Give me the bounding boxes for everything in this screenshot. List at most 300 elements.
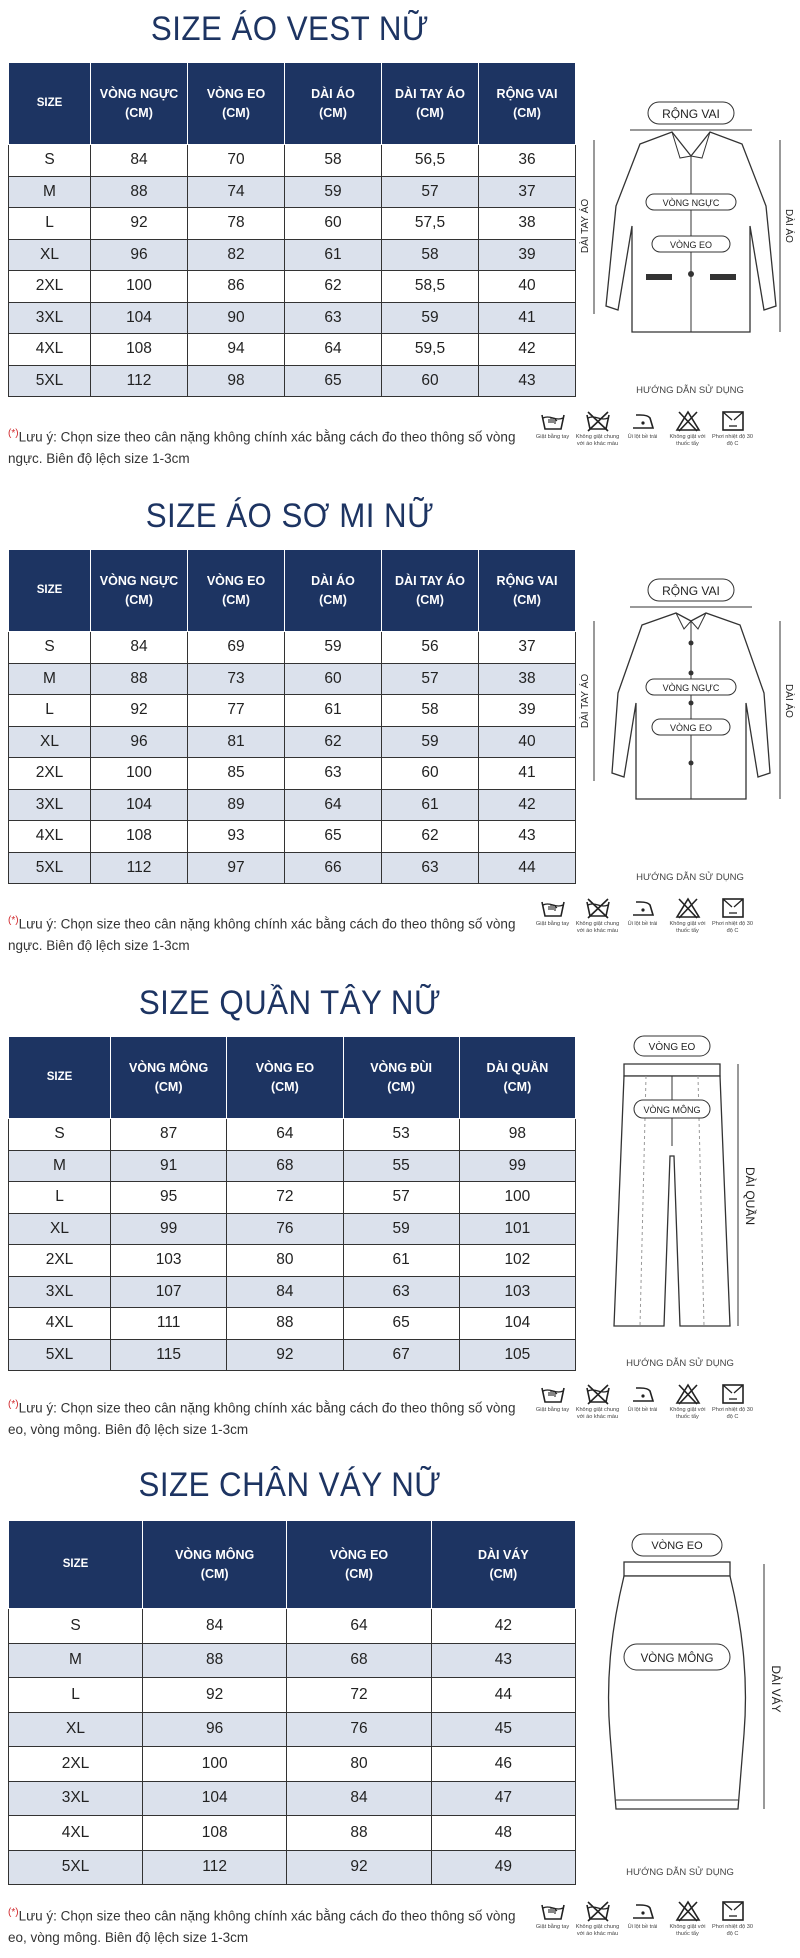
size-note	[8, 1394, 528, 1440]
table-row	[9, 1119, 576, 1151]
size-note	[8, 1902, 528, 1948]
value-cell: 63	[343, 1276, 459, 1308]
value-cell: 100	[143, 1747, 287, 1782]
value-cell: 98	[459, 1119, 575, 1151]
value-cell: 99	[111, 1213, 227, 1245]
col-header: SIZE	[9, 1037, 111, 1119]
value-cell: 77	[188, 695, 285, 727]
value-cell: 88	[287, 1816, 431, 1851]
value-cell: 103	[459, 1276, 575, 1308]
no-mixed-wash-icon	[575, 410, 620, 432]
value-cell: 60	[382, 758, 479, 790]
value-cell: 58	[285, 145, 382, 177]
value-cell: 94	[188, 334, 285, 366]
value-cell: 86	[188, 271, 285, 303]
table-row	[9, 1747, 576, 1782]
size-cell: 2XL	[9, 271, 91, 303]
value-cell: 67	[343, 1339, 459, 1371]
value-cell: 88	[91, 663, 188, 695]
size-table-trousers	[8, 1036, 576, 1371]
iron-icon	[620, 897, 665, 919]
section-title: SIZE ÁO VEST NỮ	[150, 10, 430, 48]
care-item	[620, 410, 665, 448]
no-bleach-icon	[665, 1383, 710, 1405]
care-label: Giặt bằng tay	[535, 1924, 570, 1930]
value-cell: 68	[227, 1150, 343, 1182]
value-cell: 88	[227, 1308, 343, 1340]
size-table-skirt	[8, 1520, 576, 1885]
value-cell: 108	[143, 1816, 287, 1851]
value-cell: 101	[459, 1213, 575, 1245]
value-cell: 90	[188, 302, 285, 334]
label-shoulder: RỘNG VAI	[662, 107, 720, 121]
value-cell: 42	[479, 334, 576, 366]
value-cell: 84	[143, 1609, 287, 1644]
care-item	[710, 897, 755, 935]
size-cell: 3XL	[9, 1276, 111, 1308]
value-cell: 42	[479, 789, 576, 821]
note-mark: (*)	[8, 915, 19, 926]
value-cell: 96	[91, 239, 188, 271]
value-cell: 53	[343, 1119, 459, 1151]
value-cell: 61	[382, 789, 479, 821]
value-cell: 57	[343, 1182, 459, 1214]
col-header: VÒNG NGỰC (CM)	[91, 63, 188, 145]
guide-label: HƯỚNG DẪN SỬ DỤNG	[636, 872, 744, 883]
value-cell: 62	[285, 271, 382, 303]
value-cell: 99	[459, 1150, 575, 1182]
value-cell: 84	[287, 1781, 431, 1816]
value-cell: 88	[91, 176, 188, 208]
value-cell: 63	[382, 852, 479, 884]
care-item	[620, 1383, 665, 1421]
guide-label: HƯỚNG DẪN SỬ DỤNG	[626, 1867, 734, 1878]
size-cell: 5XL	[9, 365, 91, 397]
table-row	[9, 145, 576, 177]
value-cell: 36	[479, 145, 576, 177]
col-header: DÀI TAY ÁO (CM)	[382, 63, 479, 145]
hand-wash-icon	[530, 1900, 575, 1922]
size-cell: S	[9, 1609, 143, 1644]
table-row	[9, 852, 576, 884]
value-cell: 45	[431, 1712, 575, 1747]
value-cell: 70	[188, 145, 285, 177]
table-row	[9, 695, 576, 727]
value-cell: 59	[285, 176, 382, 208]
value-cell: 96	[143, 1712, 287, 1747]
value-cell: 100	[91, 271, 188, 303]
care-item	[665, 410, 710, 448]
value-cell: 40	[479, 726, 576, 758]
table-row	[9, 663, 576, 695]
table-row	[9, 365, 576, 397]
value-cell: 65	[285, 821, 382, 853]
care-item	[575, 1383, 620, 1421]
value-cell: 57	[382, 176, 479, 208]
label-hip: VÒNG MÔNG	[640, 1653, 714, 1665]
table-row	[9, 1609, 576, 1644]
note-mark: (*)	[8, 428, 19, 439]
care-icons	[530, 1383, 800, 1421]
label-chest: VÒNG NGỰC	[662, 683, 720, 693]
size-cell: 2XL	[9, 1245, 111, 1277]
size-table-shirt	[8, 549, 576, 884]
col-header: DÀI VÁY (CM)	[431, 1521, 575, 1609]
size-cell: L	[9, 1678, 143, 1713]
value-cell: 108	[91, 821, 188, 853]
table-row	[9, 239, 576, 271]
guide-label: HƯỚNG DẪN SỬ DỤNG	[636, 385, 744, 396]
value-cell: 66	[285, 852, 382, 884]
value-cell: 111	[111, 1308, 227, 1340]
guide-label: HƯỚNG DẪN SỬ DỤNG	[626, 1358, 734, 1369]
size-cell: 3XL	[9, 1781, 143, 1816]
value-cell: 68	[287, 1643, 431, 1678]
size-cell: 4XL	[9, 334, 91, 366]
value-cell: 55	[343, 1150, 459, 1182]
hand-wash-icon	[530, 1383, 575, 1405]
value-cell: 98	[188, 365, 285, 397]
col-header: DÀI QUẦN (CM)	[459, 1037, 575, 1119]
value-cell: 103	[111, 1245, 227, 1277]
value-cell: 43	[479, 821, 576, 853]
size-cell: M	[9, 1643, 143, 1678]
value-cell: 97	[188, 852, 285, 884]
table-row	[9, 302, 576, 334]
size-cell: 3XL	[9, 302, 91, 334]
value-cell: 41	[479, 302, 576, 334]
value-cell: 43	[479, 365, 576, 397]
value-cell: 62	[382, 821, 479, 853]
care-label: Không giặt với thuốc tẩy	[669, 921, 706, 934]
section-title: SIZE QUẦN TÂY NỮ	[138, 984, 442, 1022]
value-cell: 92	[91, 208, 188, 240]
value-cell: 108	[91, 334, 188, 366]
value-cell: 47	[431, 1781, 575, 1816]
value-cell: 92	[91, 695, 188, 727]
note-text: Lưu ý: Chọn size theo cân nặng không chính xác bằng cách đo theo thông số vòng ngực. Biên độ lệch size 1-3cm	[8, 429, 516, 466]
table-row	[9, 208, 576, 240]
value-cell: 58	[382, 239, 479, 271]
col-header: VÒNG ĐÙI (CM)	[343, 1037, 459, 1119]
care-label: Phơi nhiệt độ 30 độ C	[712, 434, 753, 447]
size-cell: 5XL	[9, 1850, 143, 1885]
value-cell: 82	[188, 239, 285, 271]
size-note	[8, 910, 528, 956]
size-cell: M	[9, 663, 91, 695]
col-header: VÒNG EO (CM)	[188, 550, 285, 632]
shade-dry-icon	[710, 410, 755, 432]
value-cell: 96	[91, 726, 188, 758]
no-mixed-wash-icon	[575, 1900, 620, 1922]
shade-dry-icon	[710, 1900, 755, 1922]
table-row	[9, 1643, 576, 1678]
hand-wash-icon	[530, 897, 575, 919]
care-label: Ủi lột bề trái	[627, 434, 658, 440]
value-cell: 61	[343, 1245, 459, 1277]
col-header: RỘNG VAI (CM)	[479, 63, 576, 145]
trousers-illustration	[580, 1036, 790, 1346]
value-cell: 64	[285, 789, 382, 821]
table-row	[9, 334, 576, 366]
care-label: Không giặt với thuốc tẩy	[669, 434, 706, 447]
care-item	[530, 1900, 575, 1938]
value-cell: 92	[287, 1850, 431, 1885]
size-cell: S	[9, 1119, 111, 1151]
table-row	[9, 1150, 576, 1182]
value-cell: 84	[91, 145, 188, 177]
value-cell: 65	[285, 365, 382, 397]
table-row	[9, 1182, 576, 1214]
value-cell: 91	[111, 1150, 227, 1182]
no-bleach-icon	[665, 410, 710, 432]
label-chest: VÒNG NGỰC	[662, 198, 720, 208]
value-cell: 88	[143, 1643, 287, 1678]
value-cell: 72	[227, 1182, 343, 1214]
size-cell: 3XL	[9, 789, 91, 821]
size-cell: XL	[9, 239, 91, 271]
table-row	[9, 726, 576, 758]
care-item	[530, 897, 575, 935]
no-bleach-icon	[665, 1900, 710, 1922]
col-header: VÒNG NGỰC (CM)	[91, 550, 188, 632]
size-cell: XL	[9, 1213, 111, 1245]
value-cell: 38	[479, 663, 576, 695]
size-cell: S	[9, 145, 91, 177]
label-length: DÀI VÁY	[769, 1665, 783, 1713]
col-header: SIZE	[9, 550, 91, 632]
table-row	[9, 632, 576, 664]
care-item	[620, 1900, 665, 1938]
table-row	[9, 1245, 576, 1277]
care-item	[575, 1900, 620, 1938]
label-waist: VÒNG EO	[648, 1042, 696, 1053]
care-item	[665, 1900, 710, 1938]
no-mixed-wash-icon	[575, 897, 620, 919]
value-cell: 76	[227, 1213, 343, 1245]
care-item	[665, 1383, 710, 1421]
value-cell: 56,5	[382, 145, 479, 177]
label-sleeve-length: DÀI TAY ÁO	[580, 673, 591, 729]
care-label: Ủi lột bề trái	[627, 1407, 658, 1413]
value-cell: 37	[479, 176, 576, 208]
value-cell: 78	[188, 208, 285, 240]
iron-icon	[620, 1900, 665, 1922]
note-text: Lưu ý: Chọn size theo cân nặng không chính xác bằng cách đo theo thông số vòng ngực. Biên độ lệch size 1-3cm	[8, 916, 516, 953]
value-cell: 84	[227, 1276, 343, 1308]
size-cell: 2XL	[9, 1747, 143, 1782]
no-mixed-wash-icon	[575, 1383, 620, 1405]
care-label: Giặt bằng tay	[535, 1407, 570, 1413]
value-cell: 104	[91, 302, 188, 334]
value-cell: 95	[111, 1182, 227, 1214]
value-cell: 92	[143, 1678, 287, 1713]
value-cell: 104	[459, 1308, 575, 1340]
care-label: Giặt bằng tay	[535, 921, 570, 927]
care-label: Không giặt chung với áo khác màu	[575, 434, 620, 447]
size-cell: 4XL	[9, 821, 91, 853]
skirt-illustration	[580, 1534, 790, 1834]
value-cell: 59	[382, 726, 479, 758]
value-cell: 44	[431, 1678, 575, 1713]
value-cell: 81	[188, 726, 285, 758]
care-item	[530, 410, 575, 448]
value-cell: 85	[188, 758, 285, 790]
care-icons	[530, 897, 800, 935]
size-cell: S	[9, 632, 91, 664]
table-row	[9, 1712, 576, 1747]
size-cell: L	[9, 208, 91, 240]
shirt-illustration	[580, 573, 794, 843]
value-cell: 104	[143, 1781, 287, 1816]
care-label: Giặt bằng tay	[535, 434, 570, 440]
value-cell: 39	[479, 695, 576, 727]
shade-dry-icon	[710, 897, 755, 919]
col-header: VÒNG EO (CM)	[188, 63, 285, 145]
iron-icon	[620, 410, 665, 432]
care-label: Ủi lột bề trái	[627, 921, 658, 927]
value-cell: 93	[188, 821, 285, 853]
size-cell: M	[9, 176, 91, 208]
value-cell: 63	[285, 302, 382, 334]
value-cell: 40	[479, 271, 576, 303]
table-row	[9, 758, 576, 790]
iron-icon	[620, 1383, 665, 1405]
note-mark: (*)	[8, 1399, 19, 1410]
label-length: DÀI ÁO	[783, 209, 794, 243]
value-cell: 44	[479, 852, 576, 884]
section-title: SIZE CHÂN VÁY NỮ	[138, 1466, 442, 1504]
table-row	[9, 1816, 576, 1851]
value-cell: 42	[431, 1609, 575, 1644]
label-waist: VÒNG EO	[669, 723, 713, 733]
value-cell: 61	[285, 695, 382, 727]
value-cell: 60	[285, 663, 382, 695]
note-text: Lưu ý: Chọn size theo cân nặng không chính xác bằng cách đo theo thông số vòng eo, vòng mông. Biên độ lệch size 1-3cm	[8, 1400, 516, 1437]
care-label: Ủi lột bề trái	[627, 1924, 658, 1930]
value-cell: 69	[188, 632, 285, 664]
value-cell: 62	[285, 726, 382, 758]
size-cell: XL	[9, 1712, 143, 1747]
col-header: SIZE	[9, 1521, 143, 1609]
value-cell: 112	[143, 1850, 287, 1885]
col-header: VÒNG MÔNG (CM)	[111, 1037, 227, 1119]
care-label: Không giặt với thuốc tẩy	[669, 1924, 706, 1937]
value-cell: 115	[111, 1339, 227, 1371]
value-cell: 64	[285, 334, 382, 366]
value-cell: 43	[431, 1643, 575, 1678]
size-note	[8, 423, 528, 469]
value-cell: 87	[111, 1119, 227, 1151]
size-cell: XL	[9, 726, 91, 758]
shade-dry-icon	[710, 1383, 755, 1405]
value-cell: 80	[287, 1747, 431, 1782]
value-cell: 57,5	[382, 208, 479, 240]
table-row	[9, 1781, 576, 1816]
table-row	[9, 1678, 576, 1713]
care-item	[710, 1900, 755, 1938]
care-label: Không giặt với thuốc tẩy	[669, 1407, 706, 1420]
vest-illustration	[580, 96, 794, 366]
value-cell: 64	[287, 1609, 431, 1644]
value-cell: 105	[459, 1339, 575, 1371]
value-cell: 61	[285, 239, 382, 271]
care-label: Phơi nhiệt độ 30 độ C	[712, 1407, 753, 1420]
size-cell: L	[9, 1182, 111, 1214]
value-cell: 104	[91, 789, 188, 821]
value-cell: 60	[285, 208, 382, 240]
value-cell: 76	[287, 1712, 431, 1747]
value-cell: 37	[479, 632, 576, 664]
value-cell: 59	[285, 632, 382, 664]
label-length: DÀI QUẦN	[743, 1166, 757, 1226]
care-item	[710, 1383, 755, 1421]
care-label: Không giặt chung với áo khác màu	[575, 921, 620, 934]
label-hip: VÒNG MÔNG	[643, 1105, 701, 1115]
table-row	[9, 1339, 576, 1371]
care-icons	[530, 410, 800, 448]
value-cell: 59	[343, 1213, 459, 1245]
value-cell: 102	[459, 1245, 575, 1277]
value-cell: 112	[91, 852, 188, 884]
value-cell: 74	[188, 176, 285, 208]
col-header: VÒNG MÔNG (CM)	[143, 1521, 287, 1609]
value-cell: 59	[382, 302, 479, 334]
no-bleach-icon	[665, 897, 710, 919]
size-cell: 5XL	[9, 852, 91, 884]
value-cell: 80	[227, 1245, 343, 1277]
value-cell: 107	[111, 1276, 227, 1308]
care-item	[710, 410, 755, 448]
col-header: DÀI ÁO (CM)	[285, 550, 382, 632]
note-text: Lưu ý: Chọn size theo cân nặng không chính xác bằng cách đo theo thông số vòng eo, vòng mông. Biên độ lệch size 1-3cm	[8, 1908, 516, 1945]
hand-wash-icon	[530, 410, 575, 432]
table-row	[9, 176, 576, 208]
label-waist: VÒNG EO	[651, 1540, 703, 1552]
table-row	[9, 789, 576, 821]
care-item	[530, 1383, 575, 1421]
section-title: SIZE ÁO SƠ MI NỮ	[145, 497, 435, 535]
value-cell: 58,5	[382, 271, 479, 303]
col-header: DÀI ÁO (CM)	[285, 63, 382, 145]
size-table-vest	[8, 62, 576, 397]
col-header: DÀI TAY ÁO (CM)	[382, 550, 479, 632]
care-label: Phơi nhiệt độ 30 độ C	[712, 921, 753, 934]
value-cell: 89	[188, 789, 285, 821]
size-cell: 2XL	[9, 758, 91, 790]
col-header: VÒNG EO (CM)	[287, 1521, 431, 1609]
value-cell: 49	[431, 1850, 575, 1885]
value-cell: 38	[479, 208, 576, 240]
value-cell: 64	[227, 1119, 343, 1151]
care-item	[665, 897, 710, 935]
table-row	[9, 271, 576, 303]
size-cell: 4XL	[9, 1308, 111, 1340]
size-cell: 4XL	[9, 1816, 143, 1851]
value-cell: 60	[382, 365, 479, 397]
label-sleeve-length: DÀI TAY ÁO	[580, 198, 591, 254]
label-shoulder: RỘNG VAI	[662, 584, 720, 598]
value-cell: 73	[188, 663, 285, 695]
note-mark: (*)	[8, 1907, 19, 1918]
care-label: Không giặt chung với áo khác màu	[575, 1407, 620, 1420]
label-length: DÀI ÁO	[783, 684, 794, 718]
value-cell: 57	[382, 663, 479, 695]
size-cell: L	[9, 695, 91, 727]
col-header: RỘNG VAI (CM)	[479, 550, 576, 632]
care-label: Phơi nhiệt độ 30 độ C	[712, 1924, 753, 1937]
value-cell: 92	[227, 1339, 343, 1371]
